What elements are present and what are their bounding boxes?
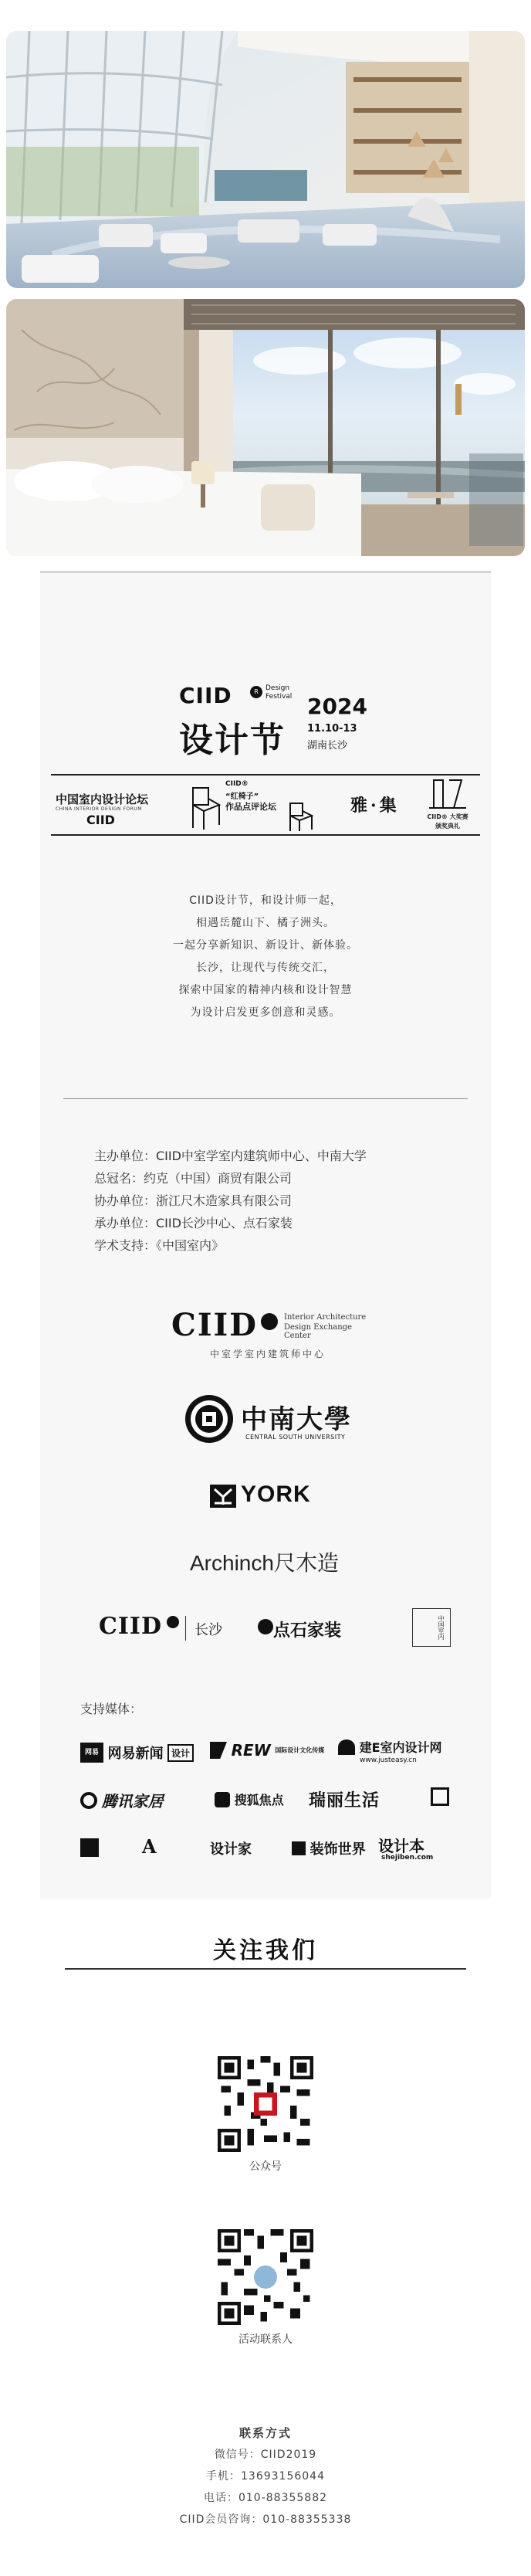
csu-logo (184, 1393, 361, 1448)
sohu-wordmark: 搜狐焦点 (234, 1793, 284, 1807)
netease-icon: 网易 (80, 1743, 103, 1763)
media-shejijia (210, 1838, 252, 1862)
strip-bottom-line (51, 834, 480, 836)
jiane-icon (338, 1739, 355, 1755)
event-card (40, 572, 491, 1899)
partner-strip (51, 774, 480, 836)
shejiben-wordmark: 设计本 (378, 1837, 424, 1855)
lobby-photo (6, 31, 525, 288)
contact-person-label: 活动联系人 (238, 2333, 293, 2346)
ciid-center-brand: CIID (171, 1307, 258, 1343)
media-kd (431, 1787, 449, 1811)
local-partners-row (99, 1605, 462, 1651)
shejijia-wordmark: 设计家 (210, 1841, 252, 1858)
york-logo (210, 1481, 333, 1509)
ciid-center-en-1: Interior Architecture (284, 1313, 367, 1322)
separator (185, 1616, 186, 1641)
media-netease (80, 1743, 194, 1766)
chair-icon (287, 802, 315, 833)
ciid-center-cn: 中室学室内建筑师中心 (209, 1349, 326, 1359)
netease-design-tag: 设计 (167, 1744, 194, 1762)
ciid-changsha-brand: CIID (99, 1613, 162, 1640)
netease-wordmark: 网易新闻 (107, 1746, 164, 1762)
organizer-line: 学术支持：《中国室内》 (94, 1238, 225, 1253)
ciid-center-en-2: Design Exchange Center (284, 1323, 352, 1340)
media-sohu-focus (215, 1790, 284, 1814)
registered-icon: R (250, 686, 262, 698)
festival-subtitle: Design Festival (266, 684, 293, 701)
contact-block (0, 2422, 531, 2530)
forum-title: 中国室内设计论坛 (56, 792, 149, 806)
media-jiane (338, 1738, 442, 1769)
bedroom-photo (6, 299, 525, 556)
official-account-label: 公众号 (249, 2160, 282, 2173)
york-wordmark: YORK (241, 1481, 311, 1507)
yaji-logo: 雅·集 (350, 796, 400, 816)
ciid-center-logo (171, 1307, 372, 1364)
intro-line: 为设计启发更多创意和灵感。 (190, 1006, 341, 1019)
award-ceremony (418, 777, 477, 833)
shejiben-url: shejiben.com (381, 1854, 434, 1862)
china-interior-logo (412, 1608, 451, 1647)
media-a-logo (142, 1835, 157, 1863)
jiane-url: www.justeasy.cn (360, 1756, 417, 1764)
award-icon (418, 777, 477, 811)
organizer-line: 承办单位：CIID长沙中心、点石家装 (94, 1216, 293, 1230)
intro-text (40, 890, 491, 1024)
festival-city: 湖南长沙 (307, 740, 348, 752)
festival-dates: 11.10-13 (307, 723, 357, 735)
organizer-line: 总冠名：约克（中国）商贸有限公司 (94, 1171, 293, 1186)
square-icon (80, 1838, 99, 1857)
york-mark-icon (210, 1485, 236, 1508)
festival-name: 设计节 (179, 721, 286, 760)
jiane-wordmark: 建E室内设计网 (359, 1740, 442, 1755)
festival-brand: CIID (179, 683, 232, 708)
contact-heading: 联系方式 (238, 2426, 292, 2440)
ciid-changsha-city: 长沙 (194, 1622, 222, 1638)
follow-divider (65, 1968, 466, 1970)
intro-line: 相遇岳麓山下、橘子洲头。 (196, 917, 335, 929)
hexagon-icon (261, 1313, 278, 1330)
contact-wechat[interactable]: 微信号：CIID2019 (214, 2449, 317, 2461)
dianshi-wordmark: 点石家装 (273, 1621, 342, 1641)
tencent-wordmark: 腾讯家居 (101, 1792, 164, 1811)
organizers-list (94, 1145, 465, 1257)
hexagon-icon (167, 1616, 179, 1628)
intro-line: CIID设计节，和设计师一起， (189, 894, 342, 907)
contact-person-qr[interactable] (218, 2229, 313, 2325)
strip-top-line (51, 774, 480, 776)
university-seal-icon (184, 1393, 235, 1444)
sohu-icon (215, 1792, 230, 1807)
award-line-2: 颁奖典礼 (435, 823, 460, 830)
contact-mobile[interactable]: 手机：13693156044 (206, 2470, 325, 2483)
intro-line: 探索中国家的精神内核和设计智慧 (178, 984, 353, 996)
dianshi-icon (258, 1619, 273, 1634)
red-chair-forum (188, 780, 327, 831)
intro-line: 长沙，让现代与传统交汇， (196, 962, 335, 974)
zhuangshi-icon (292, 1841, 306, 1855)
festival-year: 2024 (307, 694, 367, 719)
csu-name-cn: 中南大學 (241, 1404, 352, 1435)
contact-member-hotline[interactable]: CIID会员咨询：010-88355338 (179, 2513, 352, 2526)
archinch-logo: Archinch尺木造 (190, 1551, 339, 1575)
festival-logo (179, 681, 387, 760)
media-zhuangshi (292, 1838, 366, 1862)
media-tencent-home (80, 1789, 164, 1814)
organizer-line: 协办单位：浙江尺木造家具有限公司 (94, 1193, 293, 1208)
intro-line: 一起分享新知识、新设计、新体验。 (173, 939, 358, 952)
chair-brand: CIID® (225, 780, 249, 788)
media-square-logo (80, 1838, 99, 1865)
award-line-1: CIID® 大奖赛 (427, 813, 468, 820)
contact-phone[interactable]: 电话：010-88355882 (203, 2492, 328, 2504)
csu-name-en: CENTRAL SOUTH UNIVERSITY (245, 1434, 346, 1441)
media-ruili (309, 1787, 380, 1814)
media-shejiben (378, 1834, 434, 1865)
forum-brand: CIID (86, 813, 115, 827)
china-interior-wordmark: 中国室内 (438, 1615, 445, 1640)
official-account-qr[interactable] (218, 2056, 313, 2152)
a-icon: A (142, 1835, 157, 1858)
chair-icon (188, 785, 222, 831)
tencent-icon (80, 1792, 97, 1809)
follow-title: 关注我们 (213, 1937, 318, 1964)
chair-name: “红椅子” (225, 792, 259, 801)
zhuangshi-wordmark: 装饰世界 (309, 1841, 366, 1858)
ruili-wordmark: 瑞丽生活 (309, 1790, 380, 1811)
chair-forum-title: 作品点评论坛 (225, 802, 276, 812)
organizer-line: 主办单位：CIID中室学室内建筑师中心、中南大学 (94, 1149, 367, 1163)
forum-subtitle: CHINA INTERIOR DESIGN FORUM (56, 806, 142, 812)
rew-wordmark: REW (231, 1741, 271, 1760)
media-label: 支持媒体： (80, 1702, 143, 1716)
rew-subtitle: 国际设计文化传媒 (275, 1746, 325, 1754)
rew-icon (210, 1742, 227, 1759)
middle-divider (63, 1098, 468, 1099)
media-rew (210, 1741, 324, 1767)
kd-icon (431, 1787, 449, 1806)
